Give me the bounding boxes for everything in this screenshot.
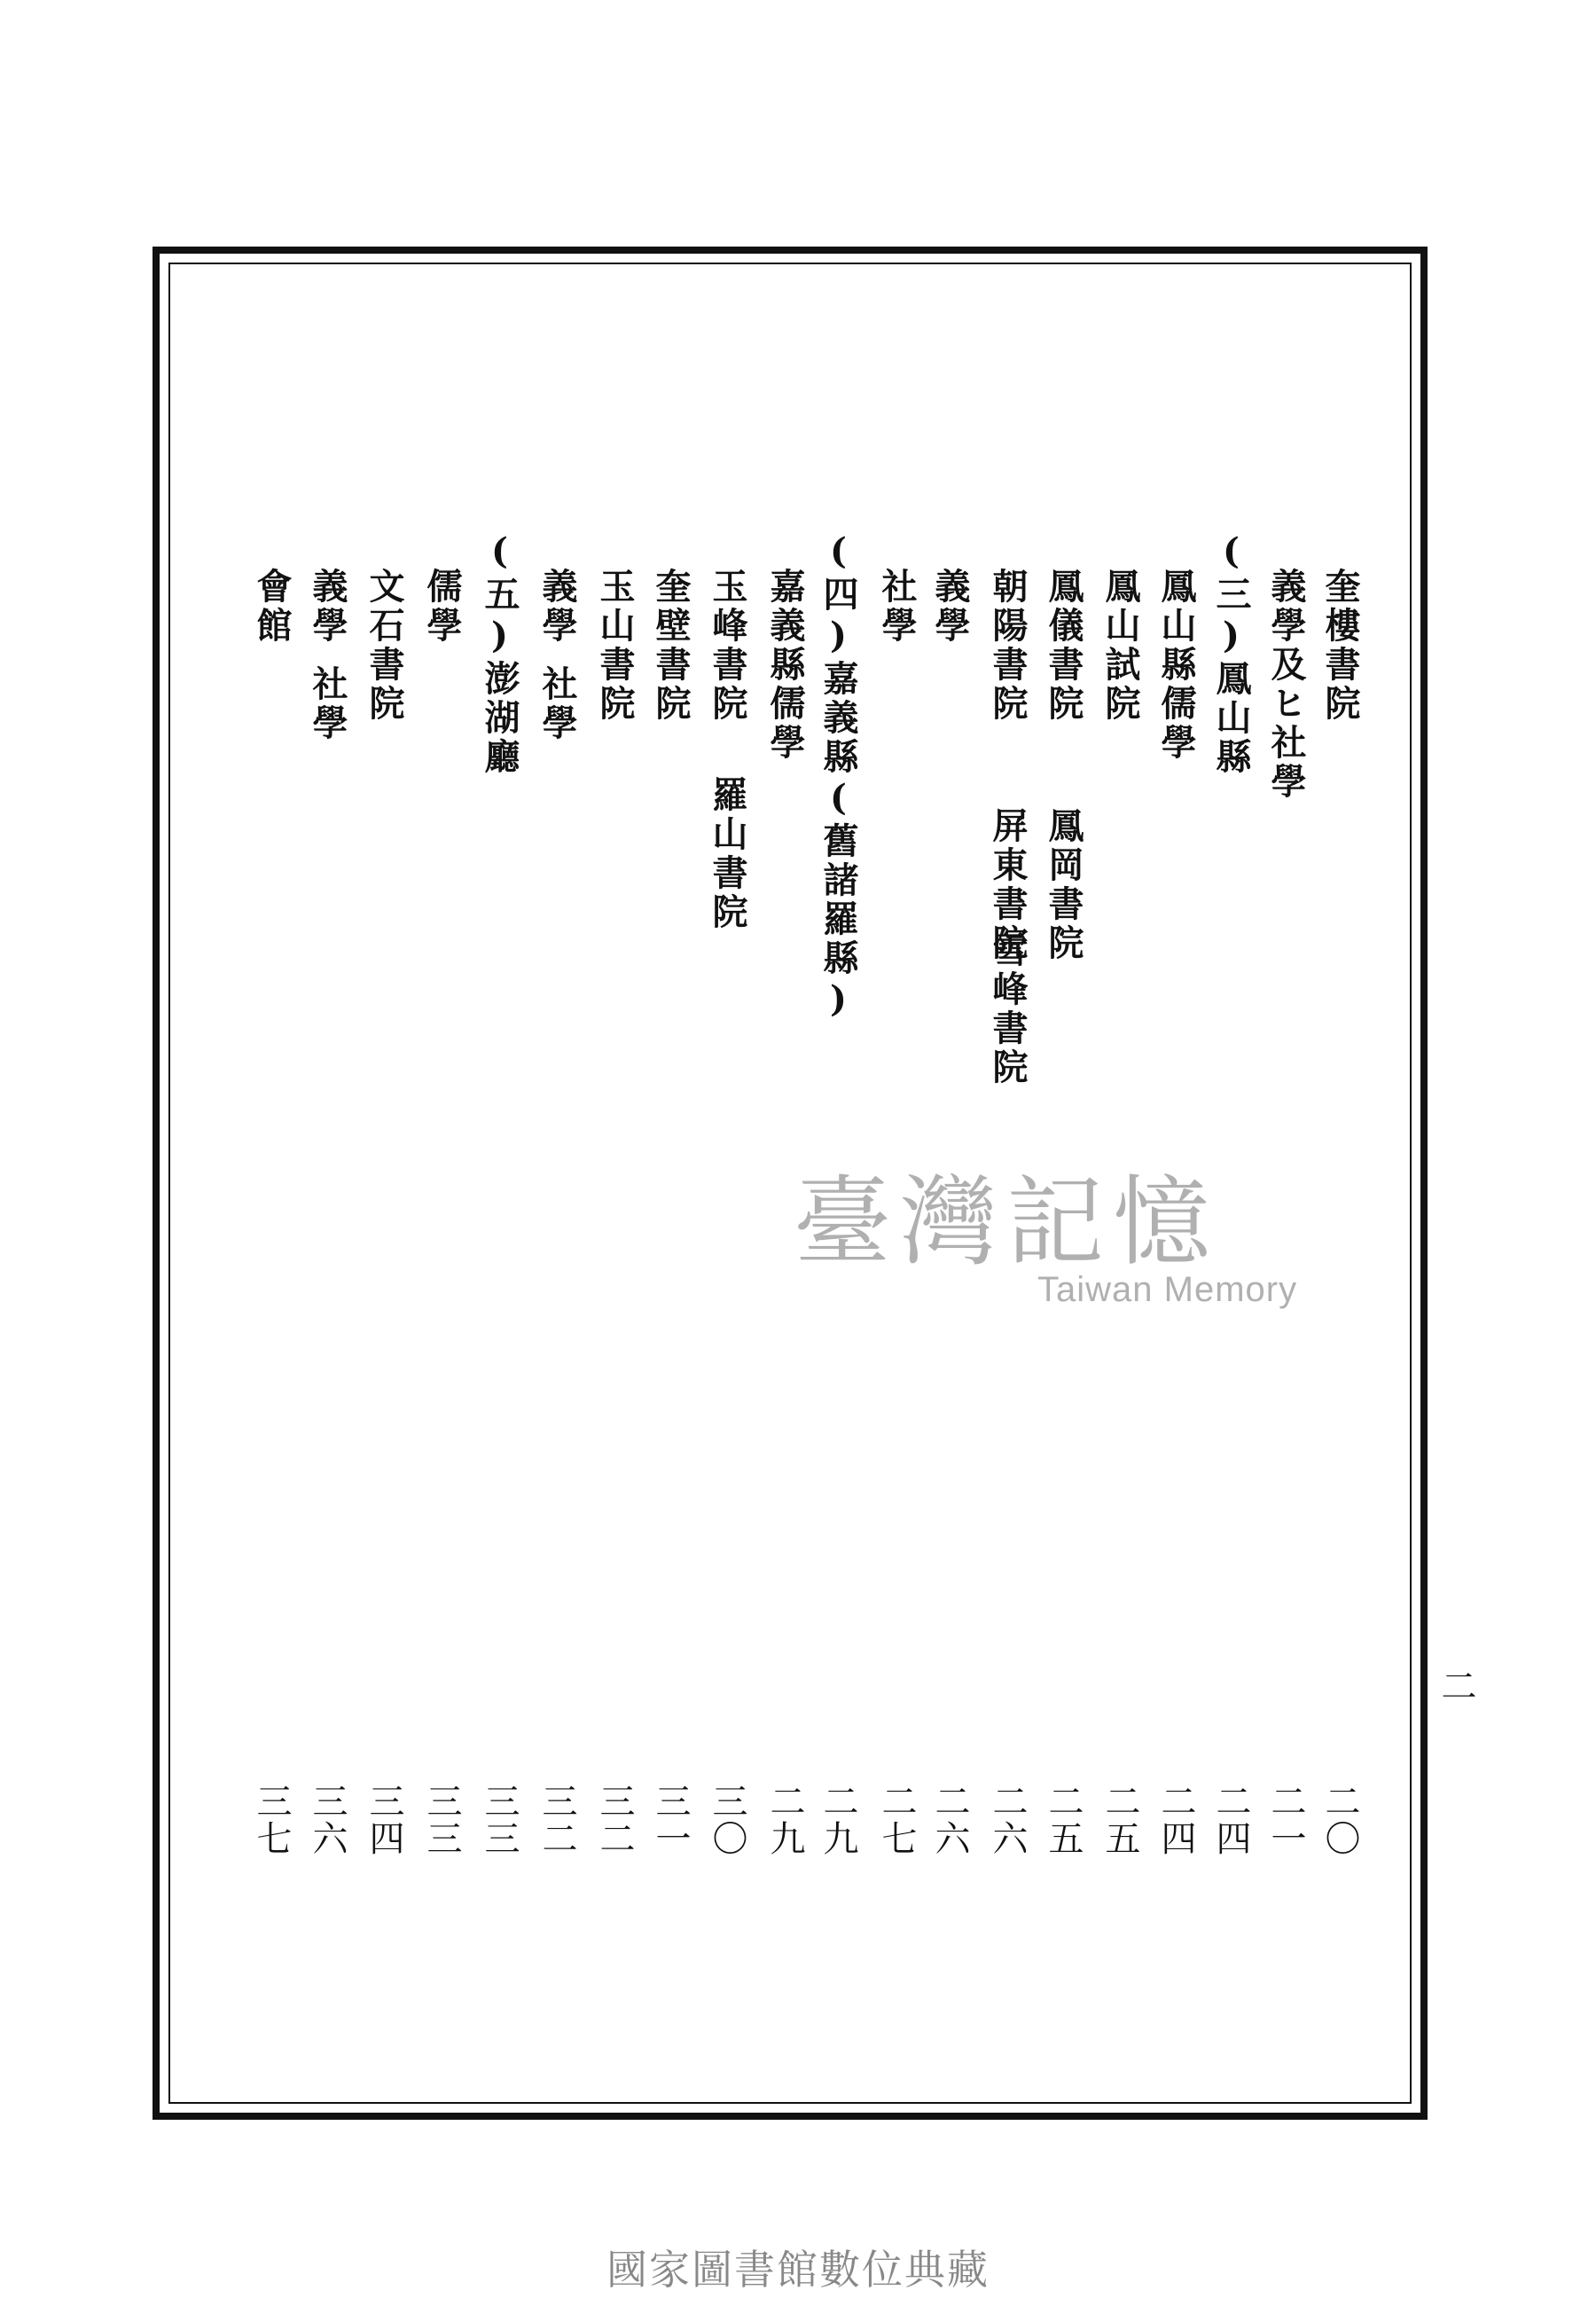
page-number: 二四 — [1155, 1783, 1196, 1857]
toc-entry: 文石書院 — [364, 568, 405, 724]
page-number: 二九 — [818, 1783, 858, 1857]
page-number: 三三 — [421, 1783, 462, 1857]
toc-entry: 奎樓書院 — [1319, 568, 1361, 724]
page-number: 三一 — [650, 1783, 691, 1857]
toc-entry: 義學 — [307, 568, 348, 646]
toc-entry: 朝陽書院 — [987, 568, 1029, 724]
toc-entry: 鳳山縣儒學 — [1155, 568, 1197, 763]
watermark-chinese: 臺灣記憶 — [794, 1165, 1219, 1279]
toc-entry-secondary: 社學 — [536, 665, 578, 743]
page-number: 二四 — [1210, 1783, 1251, 1857]
toc-entry: 會館 — [251, 568, 293, 646]
toc-entry-secondary: 社學 — [307, 665, 348, 743]
toc-entry: 玉山書院 — [594, 568, 636, 724]
page-number: 三三 — [479, 1783, 520, 1857]
page-number: 二六 — [987, 1783, 1028, 1857]
toc-entry-secondary: 鳳岡書院 — [1043, 807, 1084, 963]
page-number: 三二 — [594, 1783, 635, 1857]
page-number: 二五 — [1043, 1783, 1084, 1857]
page-number: 三六 — [307, 1783, 348, 1857]
page-number: 二七 — [876, 1783, 917, 1857]
page-number: 三〇 — [707, 1783, 747, 1857]
watermark-logo — [794, 1144, 1298, 1322]
page-number: 三二 — [536, 1783, 577, 1857]
toc-entry: 玉峰書院 — [707, 568, 748, 724]
toc-entry: 鳳儀書院 — [1043, 568, 1084, 724]
page-number: 三四 — [364, 1783, 404, 1857]
toc-entry-tertiary: 雪峰書院 — [987, 931, 1029, 1087]
toc-entry: (四)嘉義縣(舊諸羅縣) — [818, 530, 859, 1024]
footer-caption: 國家圖書館數位典藏 — [606, 2246, 990, 2294]
page-number: 二六 — [929, 1783, 970, 1857]
toc-entry: 義學 — [929, 568, 971, 646]
page-number: 三七 — [251, 1783, 292, 1857]
toc-entry: (三)鳳山縣 — [1210, 530, 1252, 777]
toc-entry: 儒學 — [421, 568, 463, 646]
watermark-english: Taiwan Memory — [1037, 1270, 1298, 1309]
toc-entry: 奎壁書院 — [650, 568, 692, 724]
toc-entry-secondary: 羅山書院 — [707, 776, 748, 932]
toc-entry: 鳳山試院 — [1099, 568, 1141, 724]
page-number: 二五 — [1099, 1783, 1140, 1857]
page-mark: 二 — [1436, 1667, 1476, 1703]
toc-entry: 義學及ヒ社學 — [1265, 568, 1307, 802]
toc-entry-secondary: 屏東書院 — [987, 807, 1029, 963]
toc-entry: 義學 — [536, 568, 578, 646]
page-number: 二〇 — [1319, 1783, 1360, 1857]
page-number: 二九 — [764, 1783, 805, 1857]
toc-entry: 社學 — [876, 568, 918, 646]
page-number: 二一 — [1265, 1783, 1306, 1857]
toc-entry: (五)澎湖廳 — [479, 530, 520, 777]
toc-entry: 嘉義縣儒學 — [764, 568, 806, 763]
